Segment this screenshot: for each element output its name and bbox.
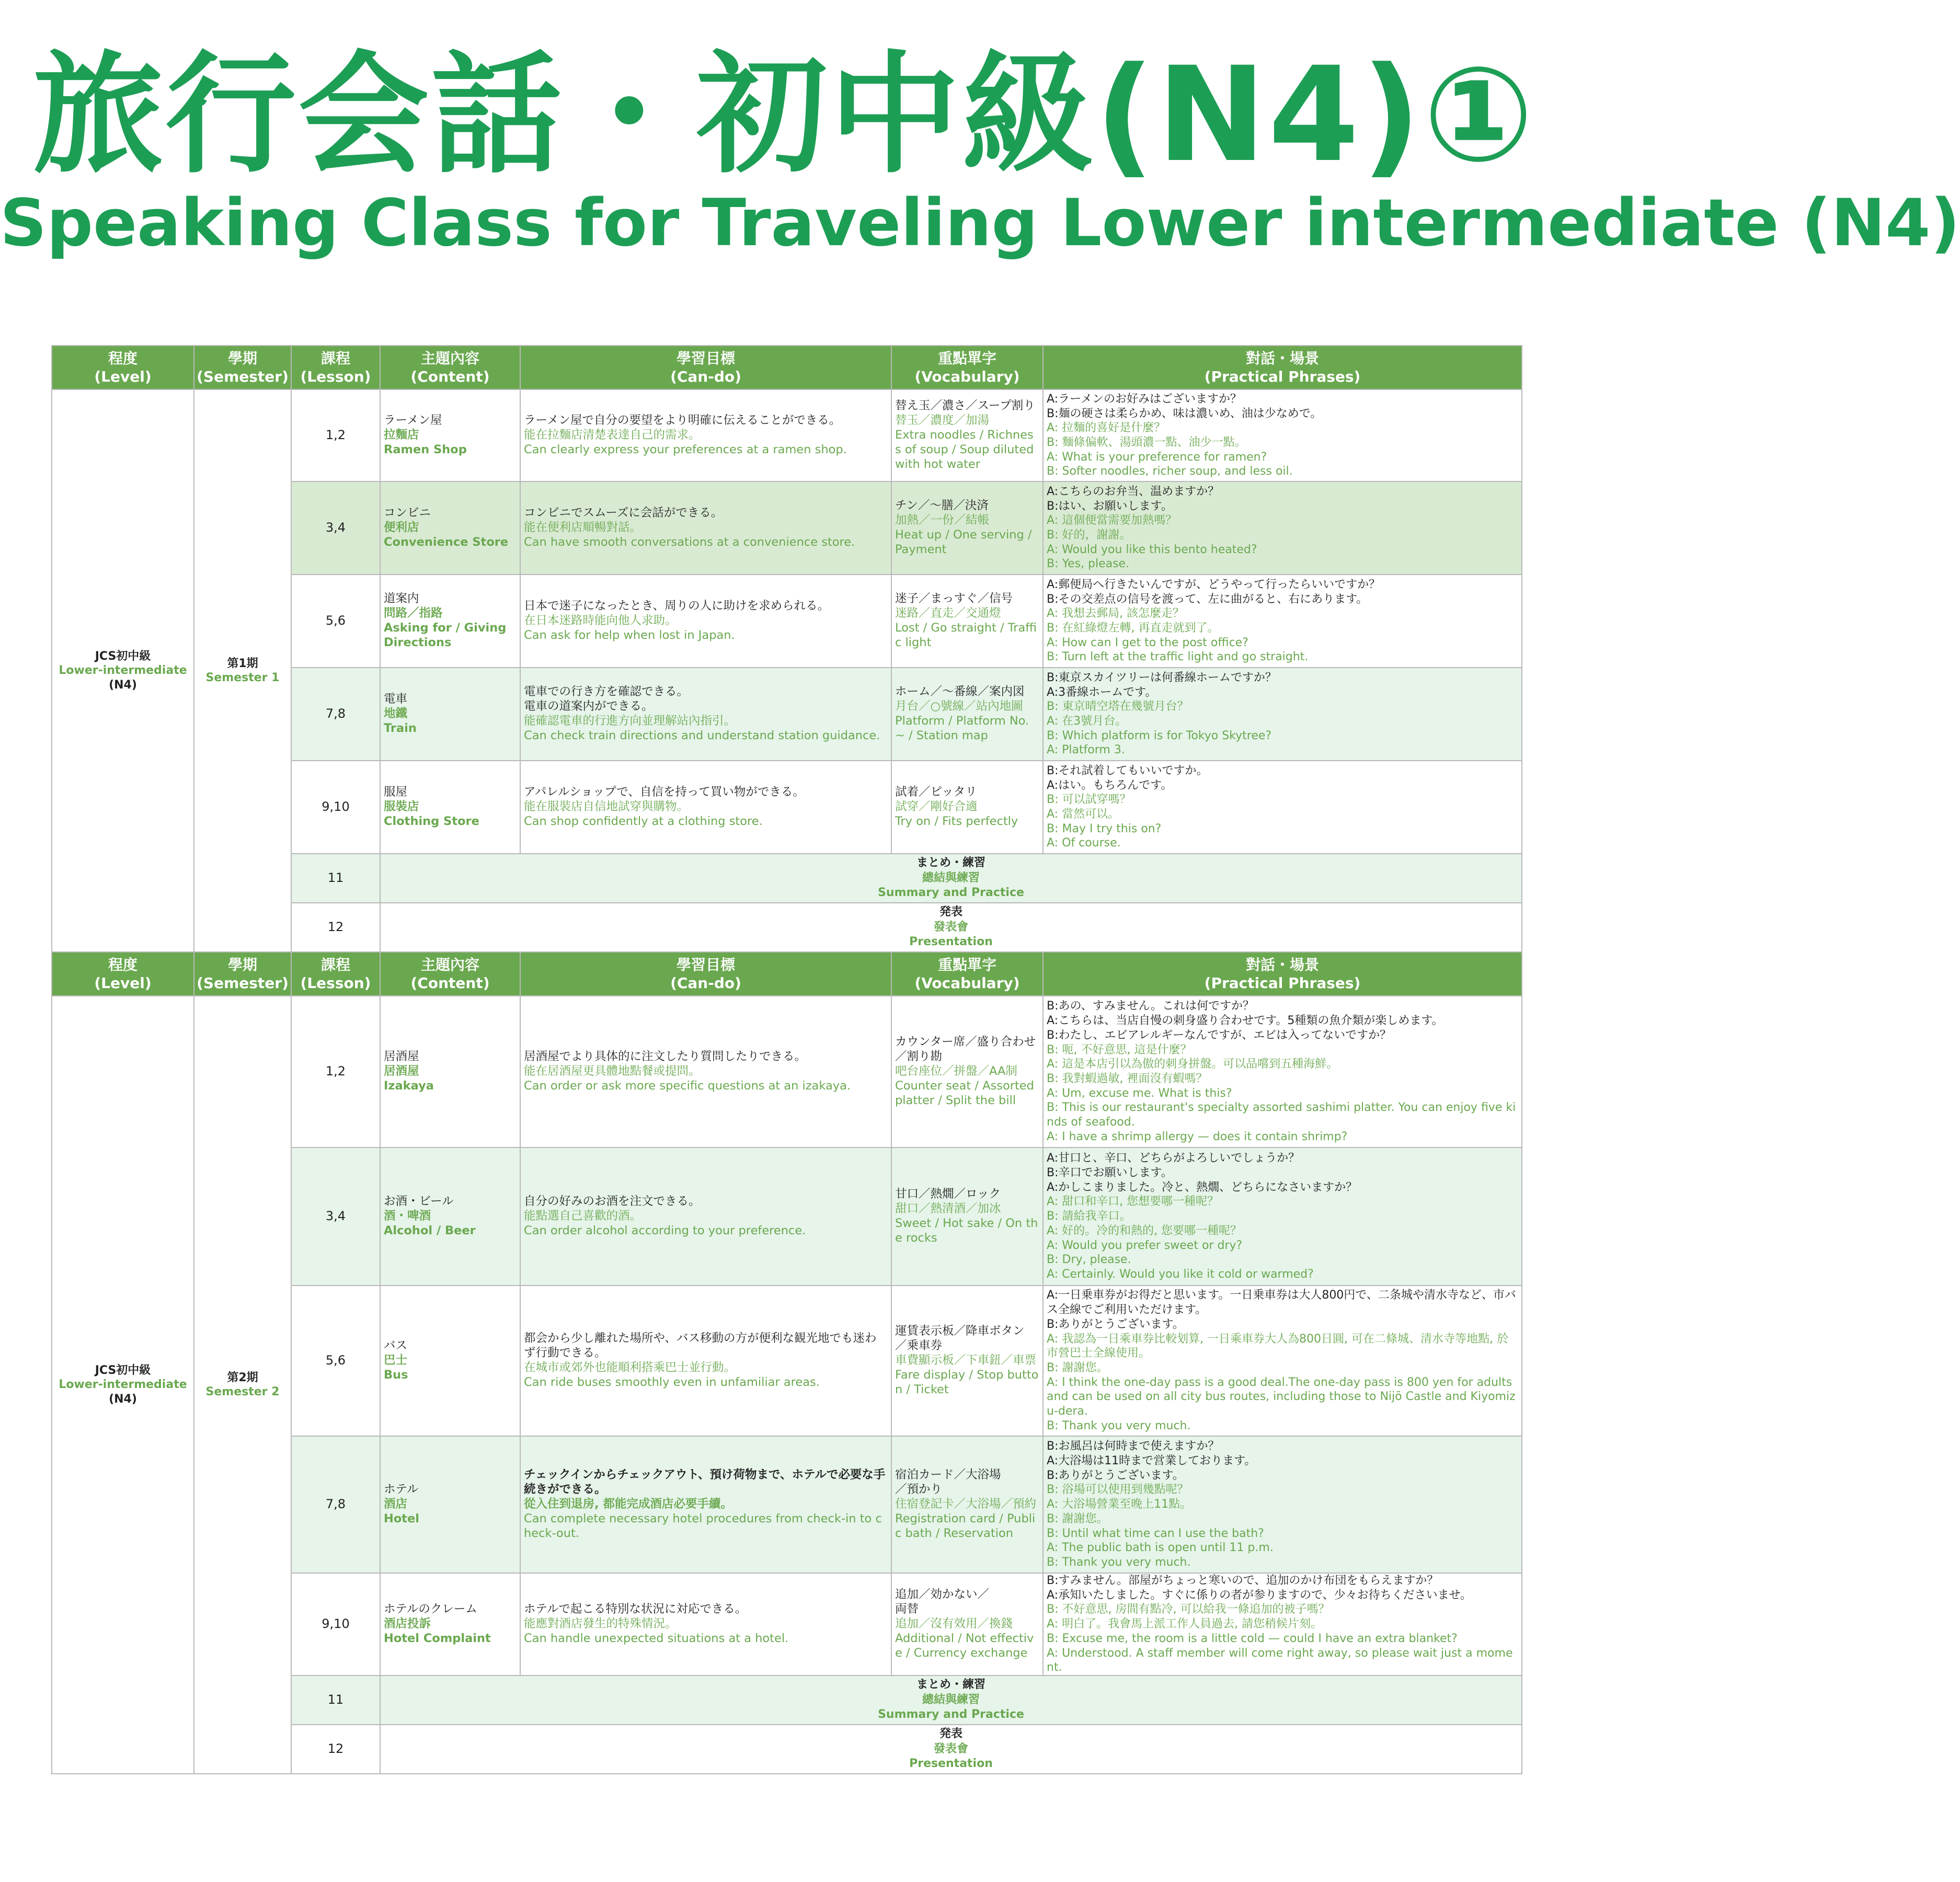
table-header-row — [52, 952, 1522, 996]
phrases-cell: B:あの、すみません。これは何ですか？ A:こちらは、当店自慢の刺身盛り合わせです。5種類の魚介類が楽しめます。 B:わたし、エビアレルギーなんですが、エビは入ってないですか？ B: 呃, 不好意思, 這是什麼？ A: 這是本店引以為傲的刺身拼盤。可以品嚐到五種海鮮。 B: 我對蝦過敏, 裡面沒有蝦嗎？ A: Um, excuse me. What is this? B: This is our restaurant's specialty assorted sashimi platter. You can enjoy five kinds of seafood. A: I have a shrimp allergy — does it contain shrimp? — [1043, 996, 1522, 1147]
vocab-cell: 迷子／まっすぐ／信号 迷路／直走／交通燈 Lost / Go straight / Traffic light — [891, 575, 1043, 668]
content-cell: バス 巴士 Bus — [380, 1286, 520, 1436]
content-cell: ホテル 酒店 Hotel — [380, 1436, 520, 1573]
cando-cell: ラーメン屋で自分の要望をより明確に伝えることができる。 能在拉麵店清楚表達自己的需求。 Can clearly express your preferences at a ramen shop. — [520, 389, 891, 481]
phrases-cell: A:こちらのお弁当、温めますか？ B:はい、お願いします。 A: 這個便當需要加熱嗎？ B: 好的，謝謝。 A: Would you like this bento heated? B: Yes, please. — [1043, 481, 1522, 575]
semester-cell: 第1期 Semester 1 — [194, 389, 291, 952]
cando-cell: ホテルで起こる特別な状況に対応できる。 能應對酒店發生的特殊情況。 Can handle unexpected situations at a hotel. — [520, 1573, 891, 1676]
review-cell: まとめ・練習 總結與練習 Summary and Practice — [380, 854, 1522, 903]
header-cando: 學習目標 (Can-do) — [520, 952, 891, 996]
table-header-row — [52, 346, 1522, 389]
lesson-number: 3,4 — [291, 1147, 380, 1286]
cando-cell: チェックインからチェックアウト、預け荷物まで、ホテルで必要な手続きができる。 從入住到退房, 都能完成酒店必要手續。 Can complete necessary hotel procedures from check-in to check-out. — [520, 1436, 891, 1573]
lesson-number: 11 — [291, 1676, 380, 1725]
lesson-number: 3,4 — [291, 481, 380, 575]
header-vocab: 重點單字 (Vocabulary) — [891, 952, 1043, 996]
phrases-cell: A:一日乗車券がお得だと思います。一日乗車券は大人800円で、二条城や清水寺など、市バス全線でご利用いただけます。 B:ありがとうございます。 A: 我認為一日乘車券比較划算, 一日乘車券大人為800日圓, 可在二條城、清水寺等地點, 於市營巴士全線使用。 B: 謝謝您。 A: I think the one-day pass is a good deal.The one-day pass is 800 yen for adults and can be used on all city bus routes, including those to Nijō Castle and Kiyomizu-dera. B: Thank you very much. — [1043, 1286, 1522, 1436]
phrases-cell: B:お風呂は何時まで使えますか？ A:大浴場は11時まで営業しております。 B:ありがとうございます。 B: 浴場可以使用到幾點呢？ A: 大浴場營業至晚上11點。 B: 謝謝您。 B: Until what time can I use the bath? A: The public bath is open until 11 p.m. B: Thank you very much. — [1043, 1436, 1522, 1573]
lesson-number: 1,2 — [291, 389, 380, 481]
header-semester: 學期 (Semester) — [194, 952, 291, 996]
header-content: 主題內容 (Content) — [380, 952, 520, 996]
header-vocab: 重點單字 (Vocabulary) — [891, 346, 1043, 389]
content-cell: 道案内 問路／指路 Asking for / Giving Directions — [380, 575, 520, 668]
phrases-cell: B:それ試着してもいいですか。 A:はい。もちろんです。 B: 可以試穿嗎？ A: 當然可以。 B: May I try this on? A: Of course. — [1043, 761, 1522, 854]
lesson-number: 1,2 — [291, 996, 380, 1147]
lesson-number: 9,10 — [291, 1573, 380, 1676]
content-cell: 電車 地鐵 Train — [380, 668, 520, 761]
header-content: 主題內容 (Content) — [380, 346, 520, 389]
lesson-number: 12 — [291, 1725, 380, 1774]
header-semester: 學期 (Semester) — [194, 346, 291, 389]
content-cell: 居酒屋 居酒屋 Izakaya — [380, 996, 520, 1147]
review-cell: まとめ・練習 總結與練習 Summary and Practice — [380, 1676, 1522, 1725]
lesson-number: 5,6 — [291, 1286, 380, 1436]
semester-2-table — [51, 951, 1522, 1774]
content-cell: 服屋 服裝店 Clothing Store — [380, 761, 520, 854]
vocab-cell: チン／～膳／決済 加熱／一份／結帳 Heat up / One serving / Payment — [891, 481, 1043, 575]
cando-cell: 居酒屋でより具体的に注文したり質問したりできる。 能在居酒屋更具體地點餐或提問。 Can order or ask more specific questions at an izakaya. — [520, 996, 891, 1147]
header-lesson: 課程 (Lesson) — [291, 952, 380, 996]
cando-cell: 都会から少し離れた場所や、バス移動の方が便利な観光地でも迷わず行動できる。 在城市或郊外也能順利搭乘巴士並行動。 Can ride buses smoothly even in unfamiliar areas. — [520, 1286, 891, 1436]
header-lesson: 課程 (Lesson) — [291, 346, 380, 389]
vocab-cell: 運賃表示板／降車ボタン ／乗車券 車費顯示板／下車鈕／車票 Fare display / Stop button / Ticket — [891, 1286, 1043, 1436]
presentation-cell: 発表 發表會 Presentation — [380, 1725, 1522, 1774]
header-phrases: 對話・場景 (Practical Phrases) — [1043, 346, 1522, 389]
phrases-cell: A:甘口と、辛口、どちらがよろしいでしょうか？ B:辛口でお願いします。 A:かしこまりました。冷と、熱燗、どちらになさいますか？ A: 甜口和辛口, 您想要哪一種呢？ B: 請給我辛口。 A: 好的。冷的和熱的, 您要哪一種呢？ A: Would you prefer sweet or dry? B: Dry, please. A: Certainly. Would you like it cold or warmed? — [1043, 1147, 1522, 1286]
cando-cell: アパレルショップで、自信を持って買い物ができる。 能在服裝店自信地試穿與購物。 Can shop confidently at a clothing store. — [520, 761, 891, 854]
vocab-cell: ホーム／～番線／案内図 月台／○號線／站內地圖 Platform / Platform No. ~ / Station map — [891, 668, 1043, 761]
presentation-cell: 発表 發表會 Presentation — [380, 903, 1522, 952]
cando-cell: 日本で迷子になったとき、周りの人に助けを求められる。 在日本迷路時能向他人求助。 Can ask for help when lost in Japan. — [520, 575, 891, 668]
lesson-number: 7,8 — [291, 1436, 380, 1573]
phrases-cell: A:郵便局へ行きたいんですが、どうやって行ったらいいですか？ B:その交差点の信号を渡って、左に曲がると、右にあります。 A: 我想去郵局, 該怎麼走？ B: 在紅綠燈左轉, 再直走就到了。 A: How can I get to the post office? B: Turn left at the traffic light and go straight. — [1043, 575, 1522, 668]
lesson-number: 5,6 — [291, 575, 380, 668]
header-phrases: 對話・場景 (Practical Phrases) — [1043, 952, 1522, 996]
semester-1-table — [51, 345, 1522, 953]
lesson-number: 9,10 — [291, 761, 380, 854]
content-cell: ホテルのクレーム 酒店投訴 Hotel Complaint — [380, 1573, 520, 1676]
page-subtitle: Speaking Class for Traveling Lower intermediate (N4) — [0, 186, 1960, 261]
lesson-number: 12 — [291, 903, 380, 952]
vocab-cell: 替え玉／濃さ／スープ割り 替玉／濃度／加湯 Extra noodles / Richness of soup / Soup diluted with hot water — [891, 389, 1043, 481]
content-cell: コンビニ 便利店 Convenience Store — [380, 481, 520, 575]
vocab-cell: 試着／ピッタリ 試穿／剛好合適 Try on / Fits perfectly — [891, 761, 1043, 854]
phrases-cell: B:東京スカイツリーは何番線ホームですか？ A:3番線ホームです。 B: 東京晴空塔在幾號月台？ A: 在3號月台。 B: Which platform is for Tokyo Skytree? A: Platform 3. — [1043, 668, 1522, 761]
header-level: 程度 (Level) — [52, 952, 194, 996]
content-cell: お酒・ビール 酒・啤酒 Alcohol / Beer — [380, 1147, 520, 1286]
cando-cell: 電車での行き方を確認できる。 電車の道案内ができる。 能確認電車的行進方向並理解站內指引。 Can check train directions and understand station guidance. — [520, 668, 891, 761]
phrases-cell: A:ラーメンのお好みはございますか？ B:麺の硬さは柔らかめ、味は濃いめ、油は少なめで。 A: 拉麵的喜好是什麼？ B: 麵條偏軟、湯頭濃一點、油少一點。 A: What is your preference for ramen? B: Softer noodles, richer soup, and less oil. — [1043, 389, 1522, 481]
table-row — [52, 996, 1522, 1147]
page-title: 旅行会話・初中級(N4)① — [32, 39, 1536, 191]
header-level: 程度 (Level) — [52, 346, 194, 389]
cando-cell: 自分の好みのお酒を注文できる。 能點選自己喜歡的酒。 Can order alcohol according to your preference. — [520, 1147, 891, 1286]
phrases-cell: B:すみません。部屋がちょっと寒いので、追加のかけ布団をもらえますか？ A:承知いたしました。すぐに係りの者が参りますので、少々お待ちくださいませ。 B: 不好意思, 房間有點冷, 可以給我一條追加的被子嗎？ A: 明白了。我會馬上派工作人員過去, 請您稍候片刻。 B: Excuse me, the room is a little cold — could I have an extra blanket? A: Understood. A staff member will come right away, so please wait just a moment. — [1043, 1573, 1522, 1676]
vocab-cell: 追加／効かない／ 両替 追加／沒有效用／換錢 Additional / Not effective / Currency exchange — [891, 1573, 1043, 1676]
level-cell: JCS初中級 Lower-intermediate (N4) — [52, 996, 194, 1774]
lesson-number: 11 — [291, 854, 380, 903]
vocab-cell: 宿泊カード／大浴場 ／預かり 住宿登記卡／大浴場／預約 Registration card / Public bath / Reservation — [891, 1436, 1043, 1573]
content-cell: ラーメン屋 拉麵店 Ramen Shop — [380, 389, 520, 481]
vocab-cell: カウンター席／盛り合わせ ／割り勘 吧台座位／拼盤／AA制 Counter seat / Assorted platter / Split the bill — [891, 996, 1043, 1147]
level-cell: JCS初中級 Lower-intermediate (N4) — [52, 389, 194, 952]
vocab-cell: 甘口／熱燗／ロック 甜口／熱清酒／加冰 Sweet / Hot sake / On the rocks — [891, 1147, 1043, 1286]
cando-cell: コンビニでスムーズに会話ができる。 能在便利店順暢對話。 Can have smooth conversations at a convenience store. — [520, 481, 891, 575]
table-row — [52, 389, 1522, 481]
lesson-number: 7,8 — [291, 668, 380, 761]
header-cando: 學習目標 (Can-do) — [520, 346, 891, 389]
semester-cell: 第2期 Semester 2 — [194, 996, 291, 1774]
